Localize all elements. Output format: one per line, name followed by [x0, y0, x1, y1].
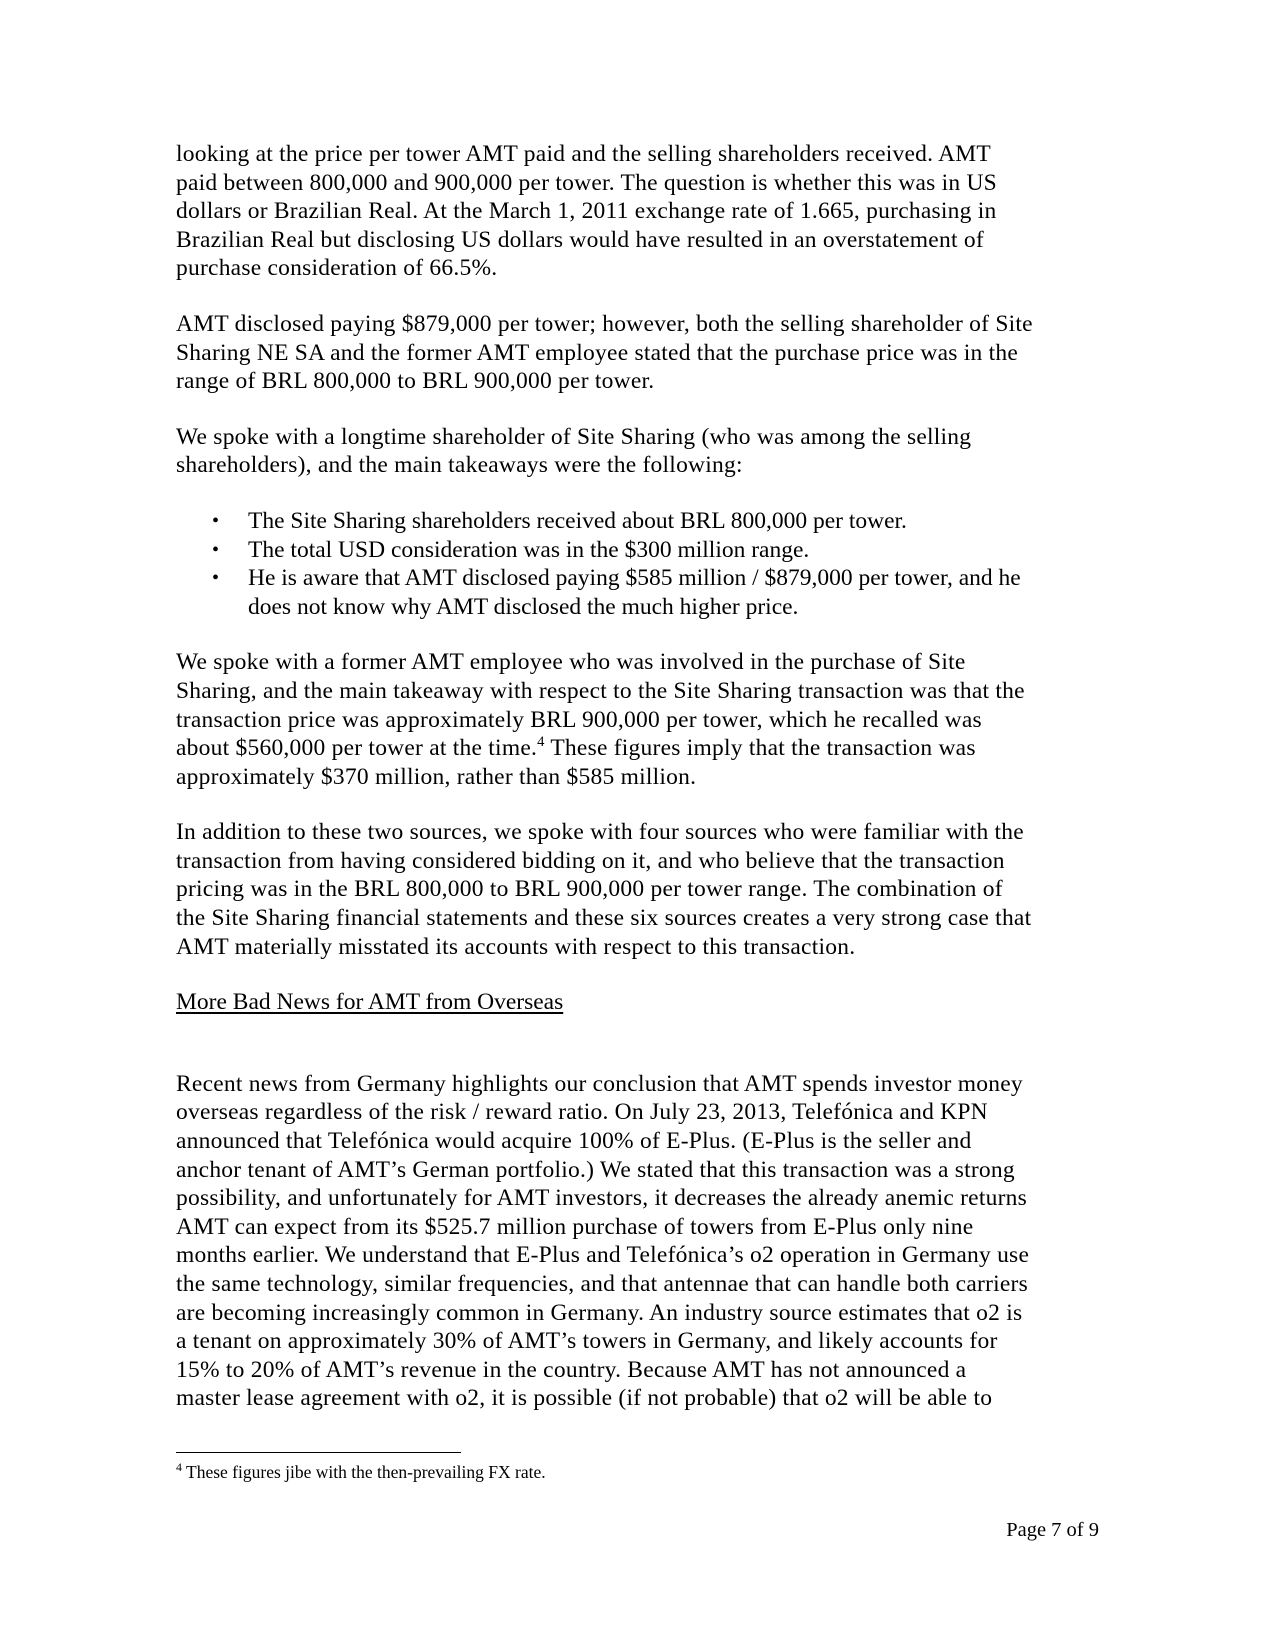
paragraph-longtime-shareholder: We spoke with a longtime shareholder of Site Sharing (who was among the selling shareholders), and the main takeaways were the following: — [176, 423, 972, 479]
paragraph-amt-disclosed: AMT disclosed paying $879,000 per tower; however, both the selling shareholder of Site Sharing NE SA and the former AMT employee stated that the purchase price was in the range of BRL 800,000 to BRL 900,000 per tower. — [176, 310, 1033, 395]
paragraph-germany-news: Recent news from Germany highlights our conclusion that AMT spends investor money overseas regardless of the risk / reward ratio. On July 23, 2013, Telefónica and KPN announced that Telefónica would acquire 100% of E-Plus. (E-Plus is the seller and anchor tenant of AMT’s German portfolio.) We stated that this transaction was a strong possibility, and unfortunately for AMT investors, it decreases the already anemic returns AMT can expect from its $525.7 million purchase of towers from E-Plus only nine months earlier. We understand that E-Plus and Telefónica’s o2 operation in Germany use the same technology, similar frequencies, and that antennae that can handle both carriers are becoming increasingly common in Germany. An industry source estimates that o2 is a tenant on approximately 30% of AMT’s towers in Germany, and likely accounts for 15% to 20% of AMT’s revenue in the country. Because AMT has not announced a master lease agreement with o2, it is possible (if not probable) that o2 will be able to — [176, 1070, 1030, 1412]
section-heading-wrapper — [176, 988, 1036, 1044]
page-number-footer: Page 7 of 9 — [1006, 1519, 1099, 1541]
footnote-area — [176, 1452, 1036, 1483]
list-item — [176, 536, 1036, 565]
list-item — [176, 564, 1036, 621]
paragraph-four-sources: In addition to these two sources, we spoke with four sources who were familiar with the transaction from having considered bidding on it, and who believe that the transaction pricing was in the BRL 800,000 to BRL 900,000 per tower range. The combination of the Site Sharing financial statements and these six sources creates a very strong case that AMT materially misstated its accounts with respect to this transaction. — [176, 819, 1032, 960]
takeaways-bullet-list — [176, 507, 1036, 621]
page-section-heading: More Bad News for AMT from Overseas — [176, 989, 564, 1016]
footnote-reference-marker: 4 — [537, 734, 545, 751]
list-item-label: The Site Sharing shareholders received about BRL 800,000 per tower. — [248, 507, 907, 534]
list-item — [176, 507, 1036, 536]
paragraph-former-employee — [176, 648, 1036, 791]
paragraph-text-before-footnote: We spoke with a former AMT employee who was involved in the purchase of Site Sharing, and the main takeaway with respect to the Site Sharing transaction was that the transaction price was approximately BRL 900,000 per tower, which he recalled was about $560,000 per tower at the time. — [176, 649, 1025, 762]
list-item-label: He is aware that AMT disclosed paying $585 million / $879,000 per tower, and he does not know why AMT disclosed the much higher price. — [248, 565, 1021, 620]
footnote-number: 4 — [176, 1460, 182, 1475]
footnote-text: These figures jibe with the then-prevailing FX rate. — [181, 1462, 546, 1482]
bullet-point-icon: • — [212, 567, 220, 590]
document-body — [176, 140, 1036, 1413]
footnote-entry — [176, 1461, 1036, 1483]
bullet-point-icon: • — [212, 509, 220, 532]
footnote-separator-rule — [176, 1452, 461, 1453]
list-item-label: The total USD consideration was in the $300 million range. — [248, 536, 810, 563]
paragraph-text-after-footnote: These figures imply that the transaction was approximately $370 million, rather than $585 million. — [176, 735, 976, 790]
bullet-point-icon: • — [212, 538, 220, 561]
paragraph-price-per-tower: looking at the price per tower AMT paid and the selling shareholders received. AMT paid between 800,000 and 900,000 per tower. The question is whether this was in US dollars or Brazilian Real. At the March 1, 2011 exchange rate of 1.665, purchasing in Brazilian Real but disclosing US dollars would have resulted in an overstatement of purchase consideration of 66.5%. — [176, 141, 997, 282]
